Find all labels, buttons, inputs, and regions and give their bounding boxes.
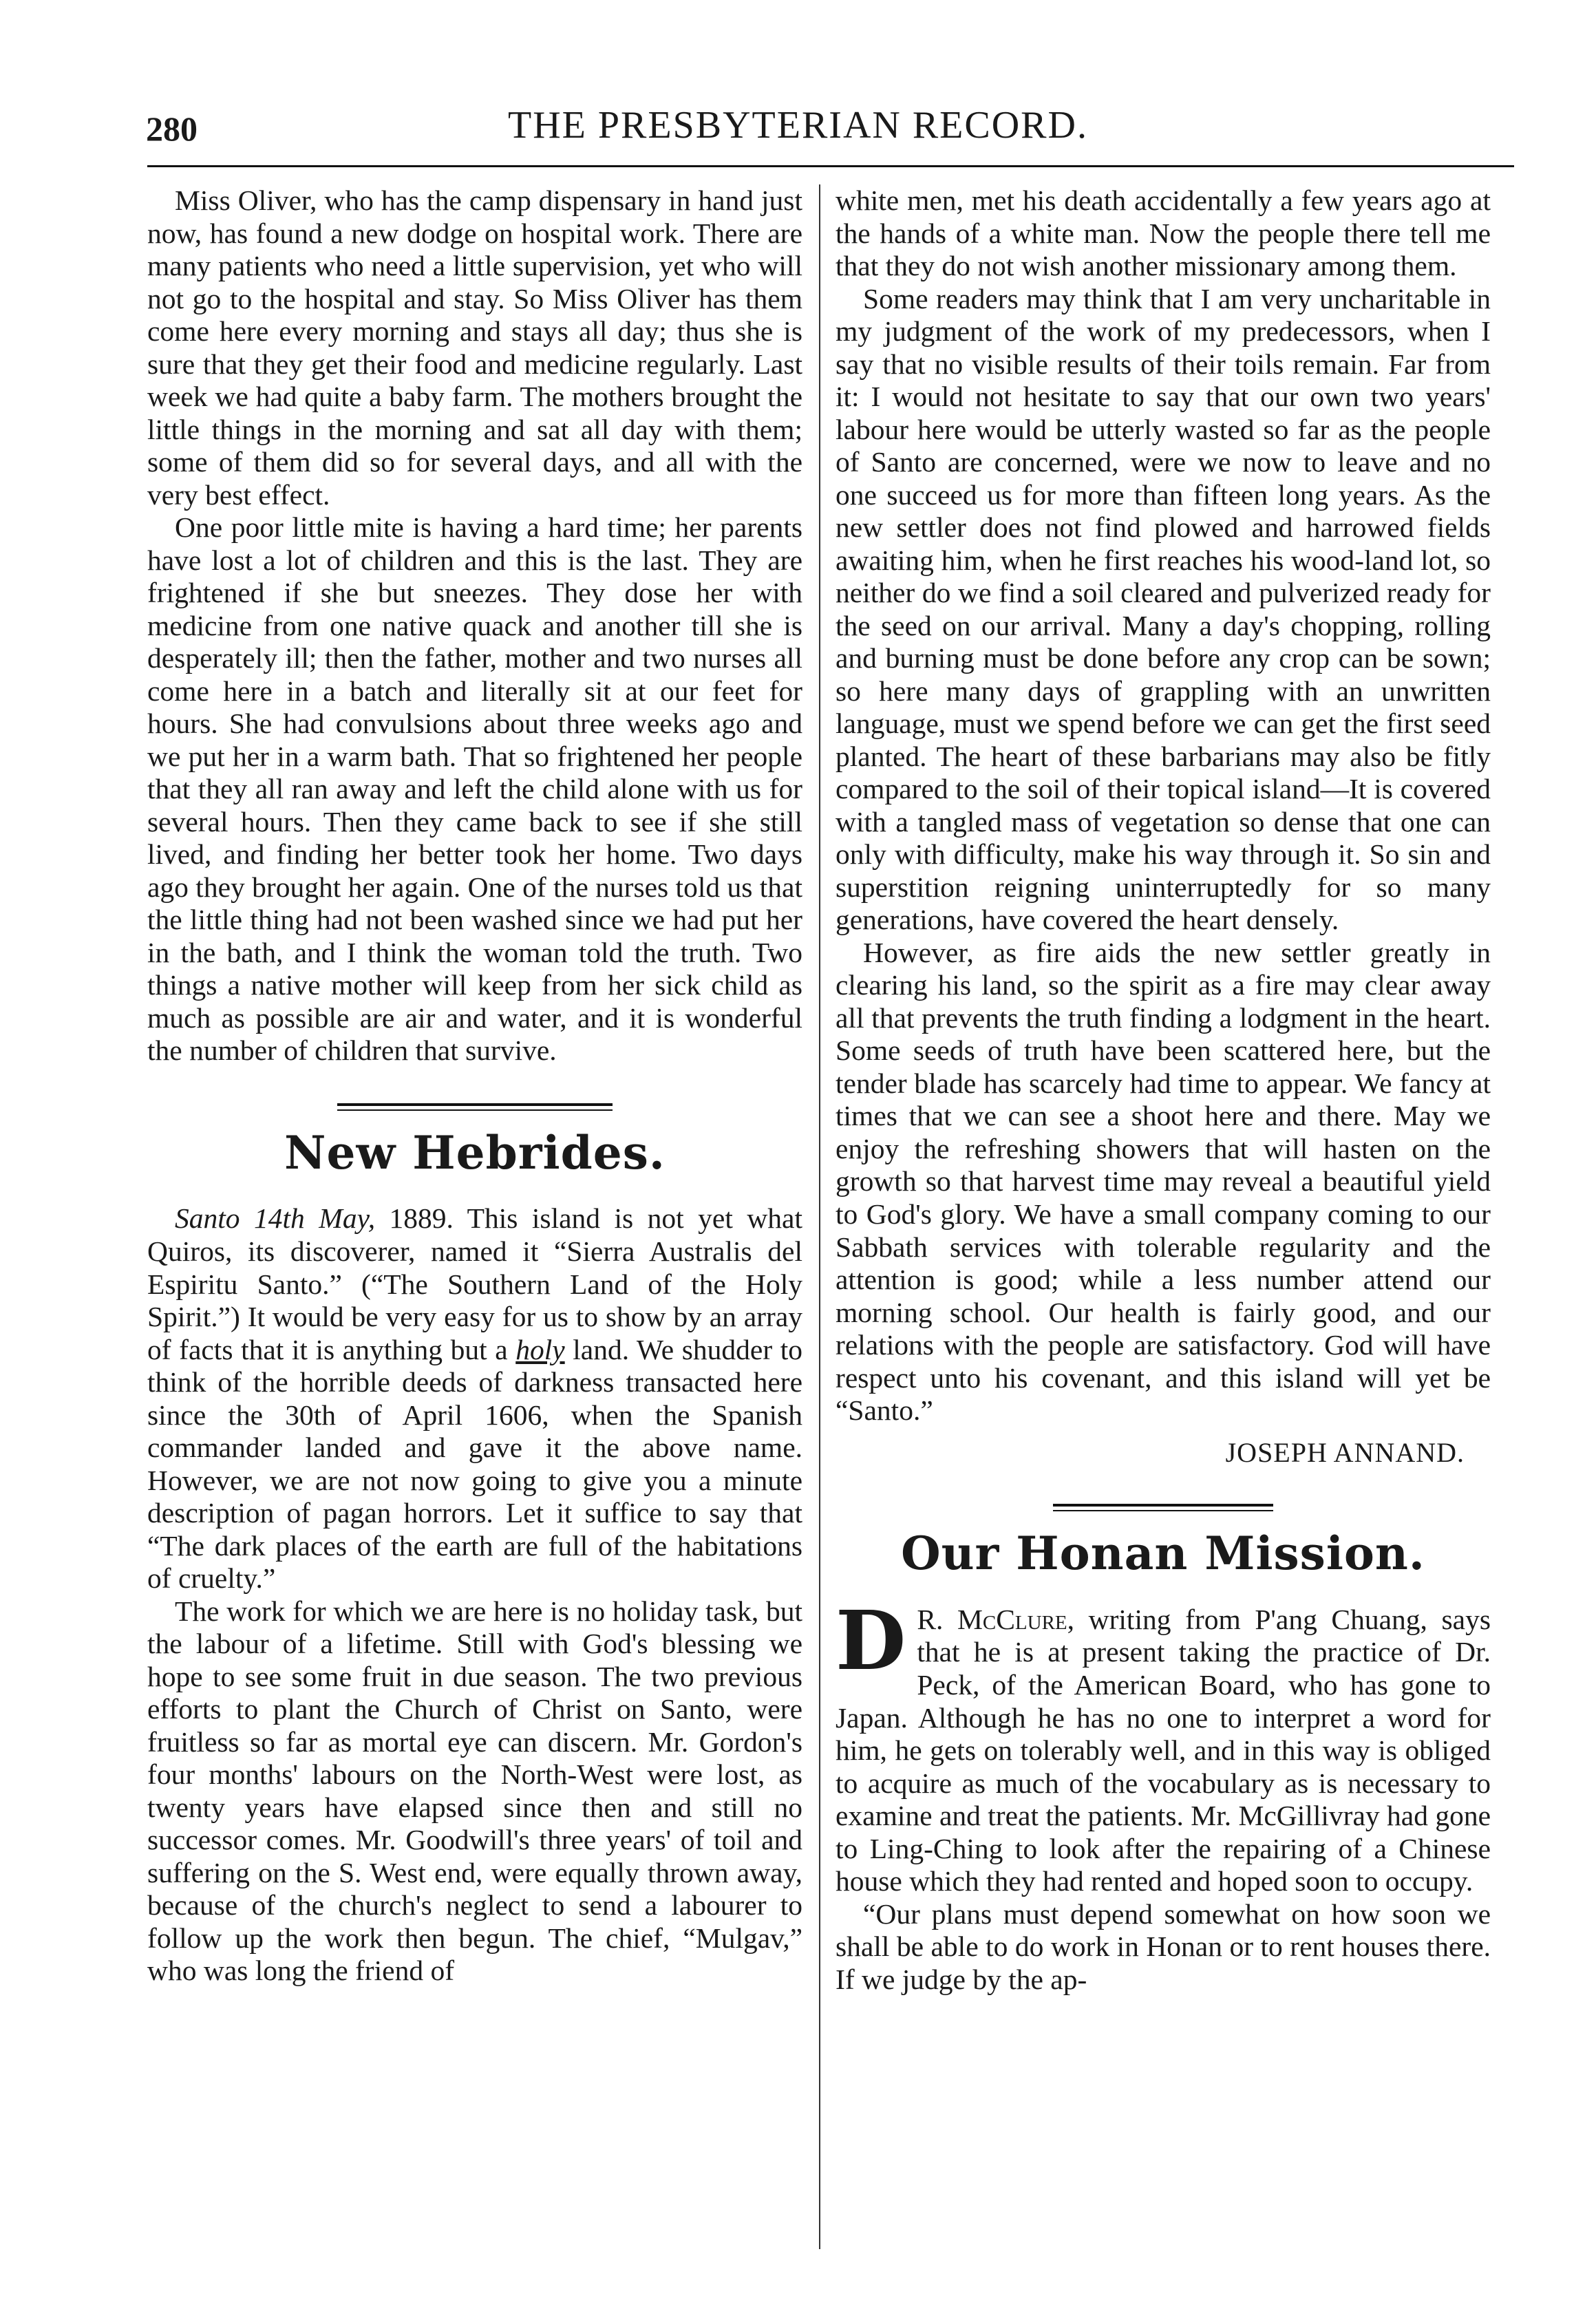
section-title-new-hebrides: New Hebrides. [284,1125,666,1180]
section-title-honan-mission: Our Honan Mission. [901,1526,1425,1581]
section-separator [337,1103,613,1111]
readers-paragraph: Some readers may think that I am very uncharitable in my judgment of the work of my predecessors, when I say that no visible results of their toils remain. Far from it: I would not hesitate to say that our own two years' labour here would be utterly wasted so far as the people of Santo are concerned, were we now to leave and no one succeed us for more than fifteen long years. As the new settler does not find plowed and harrowed fields awaiting him, when he first reaches his wood-land lot, so neither do we find a soil cleared and pulverized ready for the seed on our arrival. Many a day's chopping, rolling and burning must be done before any crop can be sown; so here many days of grappling with an unwritten language, must we spend before we can get the first seed planted. The heart of these barbarians may also be fitly compared to the soil of their topical island—It is covered with a tangled mass of vegetation so dense that one can only with difficulty, make his way through it. So sin and superstition reigning uninterruptedly for so many generations, have covered the heart densely. [836,282,1491,936]
santo-paragraph: Santo 14th May, 1889. This island is not yet what Quiros, its discoverer, named it “Sierra Australis del Espiritu Santo.” (“The Southern Land of the Holy Spirit.”) It would be very easy for us to show by an array of facts that it is anything but a holy land. We shudder to think of the horrible deeds of darkness transacted here since the 30th of April 1606, when the Spanish commander landed and gave it the above name. However, we are not now going to give you a minute description of pagan horrors. Let it suffice to say that “The dark places of the earth are full of the habitations of cruelty.” [147,1202,803,1595]
header-rule [147,165,1514,167]
left-column [147,184,802,1988]
section-separator [1053,1504,1273,1511]
fire-paragraph: However, as fire aids the new settler greatly in clearing his land, so the spirit as a fire may clear away all that prevents the truth finding a lodgment in the heart. Some seeds of truth have been scattered here, but the tender blade has scarcely had time to appear. We fancy at times that we can see a shoot here and there. May we enjoy the refreshing showers that will hasten on the growth so that harvest time may reveal a beautiful yield to God's glory. We have a small company coming to our Sabbath services with tolerable regularity and the attention is good; while a less number attend our morning school. Our health is fairly good, and our relations with the people are satisfactory. God will have respect unto his covenant, and this island will yet be “Santo.” [836,936,1491,1427]
santo-dateline: Santo 14th May, [175,1202,376,1235]
work-paragraph: The work for which we are here is no holiday task, but the labour of a lifetime. Still with God's blessing we hope to see some fruit in due season. The two previous efforts to plant the Church of Christ on Santo, were fruitless so far as mortal eye can discern. Mr. Gordon's four months' labours on the North-West were lost, as twenty years have elapsed since then and still no successor comes. Mr. Goodwill's three years' of toil and suffering on the S. West end, were equally thrown away, because of the church's neglect to send a labourer to follow up the work then begun. The chief, “Mulgav,” who was long the friend of [147,1595,802,1987]
page-number: 280 [146,109,198,148]
mcclure-paragraph: D R. McClure, writing from P'ang Chuang, says that he is at present taking the practice of Dr. Peck, of the American Board, who has gone to Japan. Although he has no one to interpret a word for him, he gets on tolerably well, and in this way is obliged to acquire as much of the vocabulary as is necessary to examine and treat the patients. Mr. McGillivray had gone to Ling-Ching to look after the repairing of a Chinese house which they had rented and hoped soon to occupy. [836,1592,1491,1897]
baby-paragraph: One poor little mite is having a hard time; her parents have lost a lot of children and this is the last. They are frightened if she but sneezes. They dose her with medicine from one native quack and another till she is desperately ill; then the father, mother and two nurses all come here in a batch and literally sit at our feet for hours. She had convulsions about three weeks ago and we put her in a warm bath. That so frightened her people that they all ran away and left the child alone with us for several hours. Then they came back to see if she still lived, and finding her better took her home. Two days ago they brought her again. One of the nurses told us that the little thing had not been washed since we had put her in the bath, and I think the woman told the truth. Two things a native mother will keep from her sick child as much as possible are air and water, and it is wonderful the number of children that survive. [147,511,802,1067]
continuation-paragraph: white men, met his death accidentally a few years ago at the hands of a white man. Now the people there tell me that they do not wish another missionary among them. [836,184,1491,282]
page-header-title: THE PRESBYTERIAN RECORD. [508,104,1088,147]
author-signature: JOSEPH ANNAND. [1225,1436,1465,1468]
mcclure-name: R. McClure, [917,1603,1074,1635]
plans-paragraph: “Our plans must depend somewhat on how soon we shall be able to do work in Honan or to rent houses there. If we judge by the ap- [836,1897,1491,1995]
hospital-paragraph: Miss Oliver, who has the camp dispensary in hand just now, has found a new dodge on hospital work. There are many patients who need a little supervision, yet who will not go to the hospital and stay. So Miss Oliver has them come here every morning and stays all day; thus she is sure that they get their food and medicine regularly. Last week we had quite a baby farm. The mothers brought the little things in the morning and sat all day with them; some of them did so for several days, and all with the very best effect. [147,184,802,511]
right-column [836,184,1491,1996]
drop-cap: D [836,1592,906,1688]
column-divider [819,184,820,2249]
